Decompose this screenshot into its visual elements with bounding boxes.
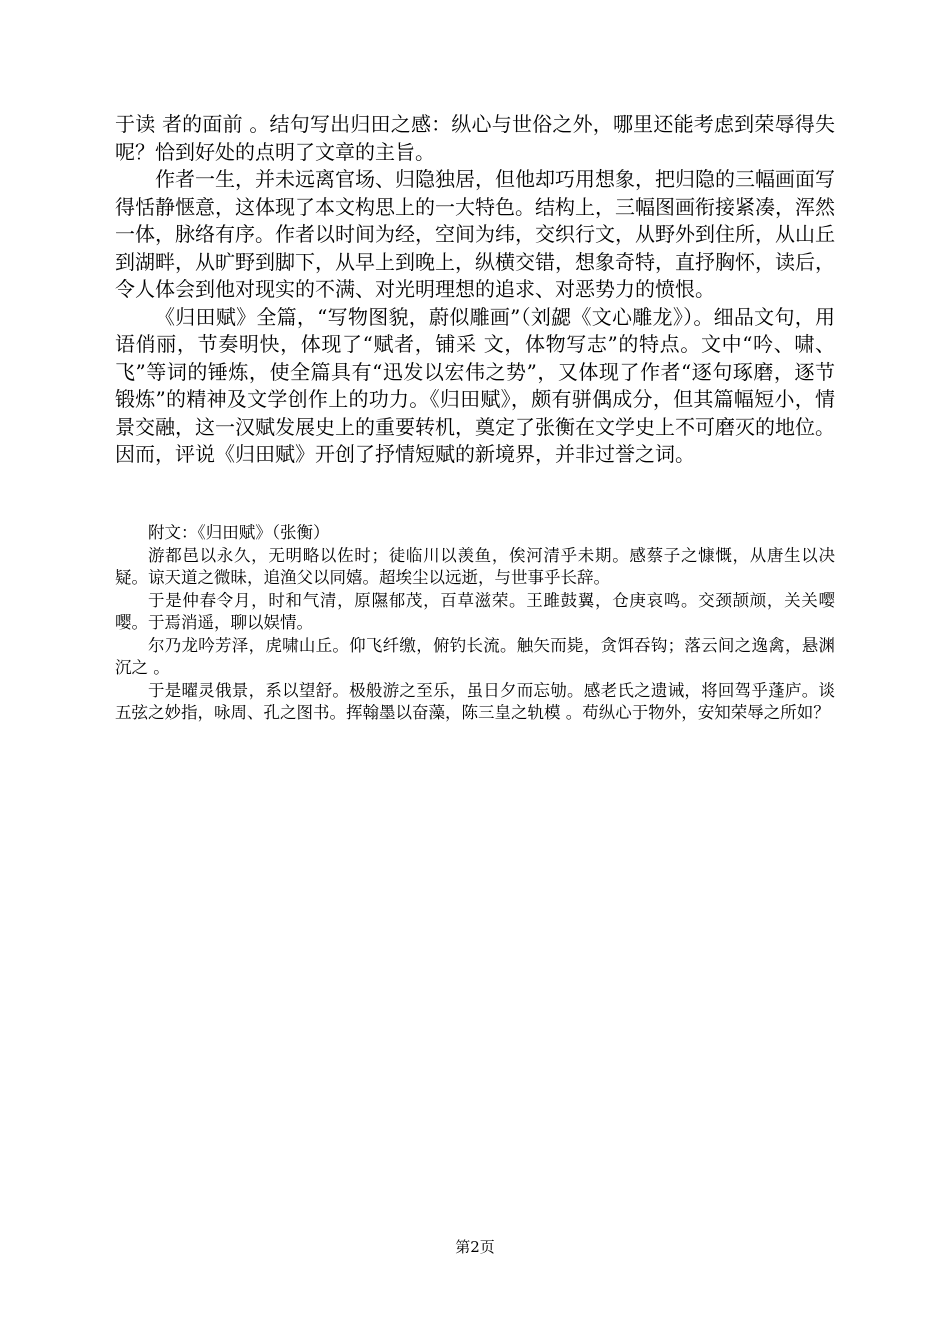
appendix-paragraph-3: 尔乃龙吟芳泽，虎啸山丘。仰飞纤缴，俯钓长流。触矢而毙，贪饵吞钩；落云间之逸禽，悬渊沉之 。 bbox=[115, 635, 835, 677]
essay-body bbox=[115, 111, 835, 469]
appendix-paragraph-4: 于是曜灵俄景，系以望舒。极般游之至乐，虽日夕而忘劬。感老氏之遗诫，将回驾乎蓬庐。谈五弦之妙指，咏周、孔之图书。挥翰墨以奋藻，陈三皇之轨模 。苟纵心于物外，安知荣辱之所如？ bbox=[115, 680, 835, 722]
essay-paragraph-3: 《归田赋》全篇，“写物图貌，蔚似雕画”（刘勰《文心雕龙》）。细品文句，用语俏丽，节奏明快，体现了“赋者，铺采 文，体物写志”的特点。文中“吟、啸、飞”等词的锤炼，使全篇具有“迅发以宏伟之势”，又体现了作者“逐句琢磨，逐节锻炼”的精神及文学创作上的功力。《归田赋》，颇有骈偶成分，但其篇幅短小，情景交融，这一汉赋发展史上的重要转机，奠定了张衡在文学史上不可磨灭的地位。因而，评说《归田赋》开创了抒情短赋的新境界，并非过誉之词。 bbox=[115, 304, 835, 466]
appendix-section bbox=[115, 522, 835, 725]
appendix-paragraph-2: 于是仲春令月，时和气清，原隰郁茂，百草滋荣。王雎鼓翼，仓庚哀鸣。交颈颉颃，关关嘤嘤。于焉消遥，聊以娱情。 bbox=[115, 590, 835, 632]
appendix-title: 附文：《归田赋》（张衡） bbox=[148, 523, 330, 542]
page-number: 第2页 bbox=[455, 1238, 495, 1256]
essay-paragraph-1: 于读 者的面前 。结句写出归田之感：纵心与世俗之外，哪里还能考虑到荣辱得失呢？恰到好处的点明了文章的主旨。 bbox=[115, 112, 835, 164]
essay-paragraph-2: 作者一生，并未远离官场、归隐独居，但他却巧用想象，把归隐的三幅画面写得恬静惬意，这体现了本文构思上的一大特色。结构上，三幅图画衔接紧凑，浑然一体，脉络有序。作者以时间为经，空间为纬，交织行文，从野外到住所，从山丘到湖畔，从旷野到脚下，从早上到晚上，纵横交错，想象奇特，直抒胸怀，读后，令人体会到他对现实的不满、对光明理想的追求、对恶势力的愤恨。 bbox=[115, 167, 835, 301]
appendix-paragraph-1: 游都邑以永久，无明略以佐时；徒临川以羡鱼，俟河清乎未期。感蔡子之慷慨，从唐生以决疑。谅天道之微昧，追渔父以同嬉。超埃尘以远逝，与世事乎长辞。 bbox=[115, 545, 835, 587]
